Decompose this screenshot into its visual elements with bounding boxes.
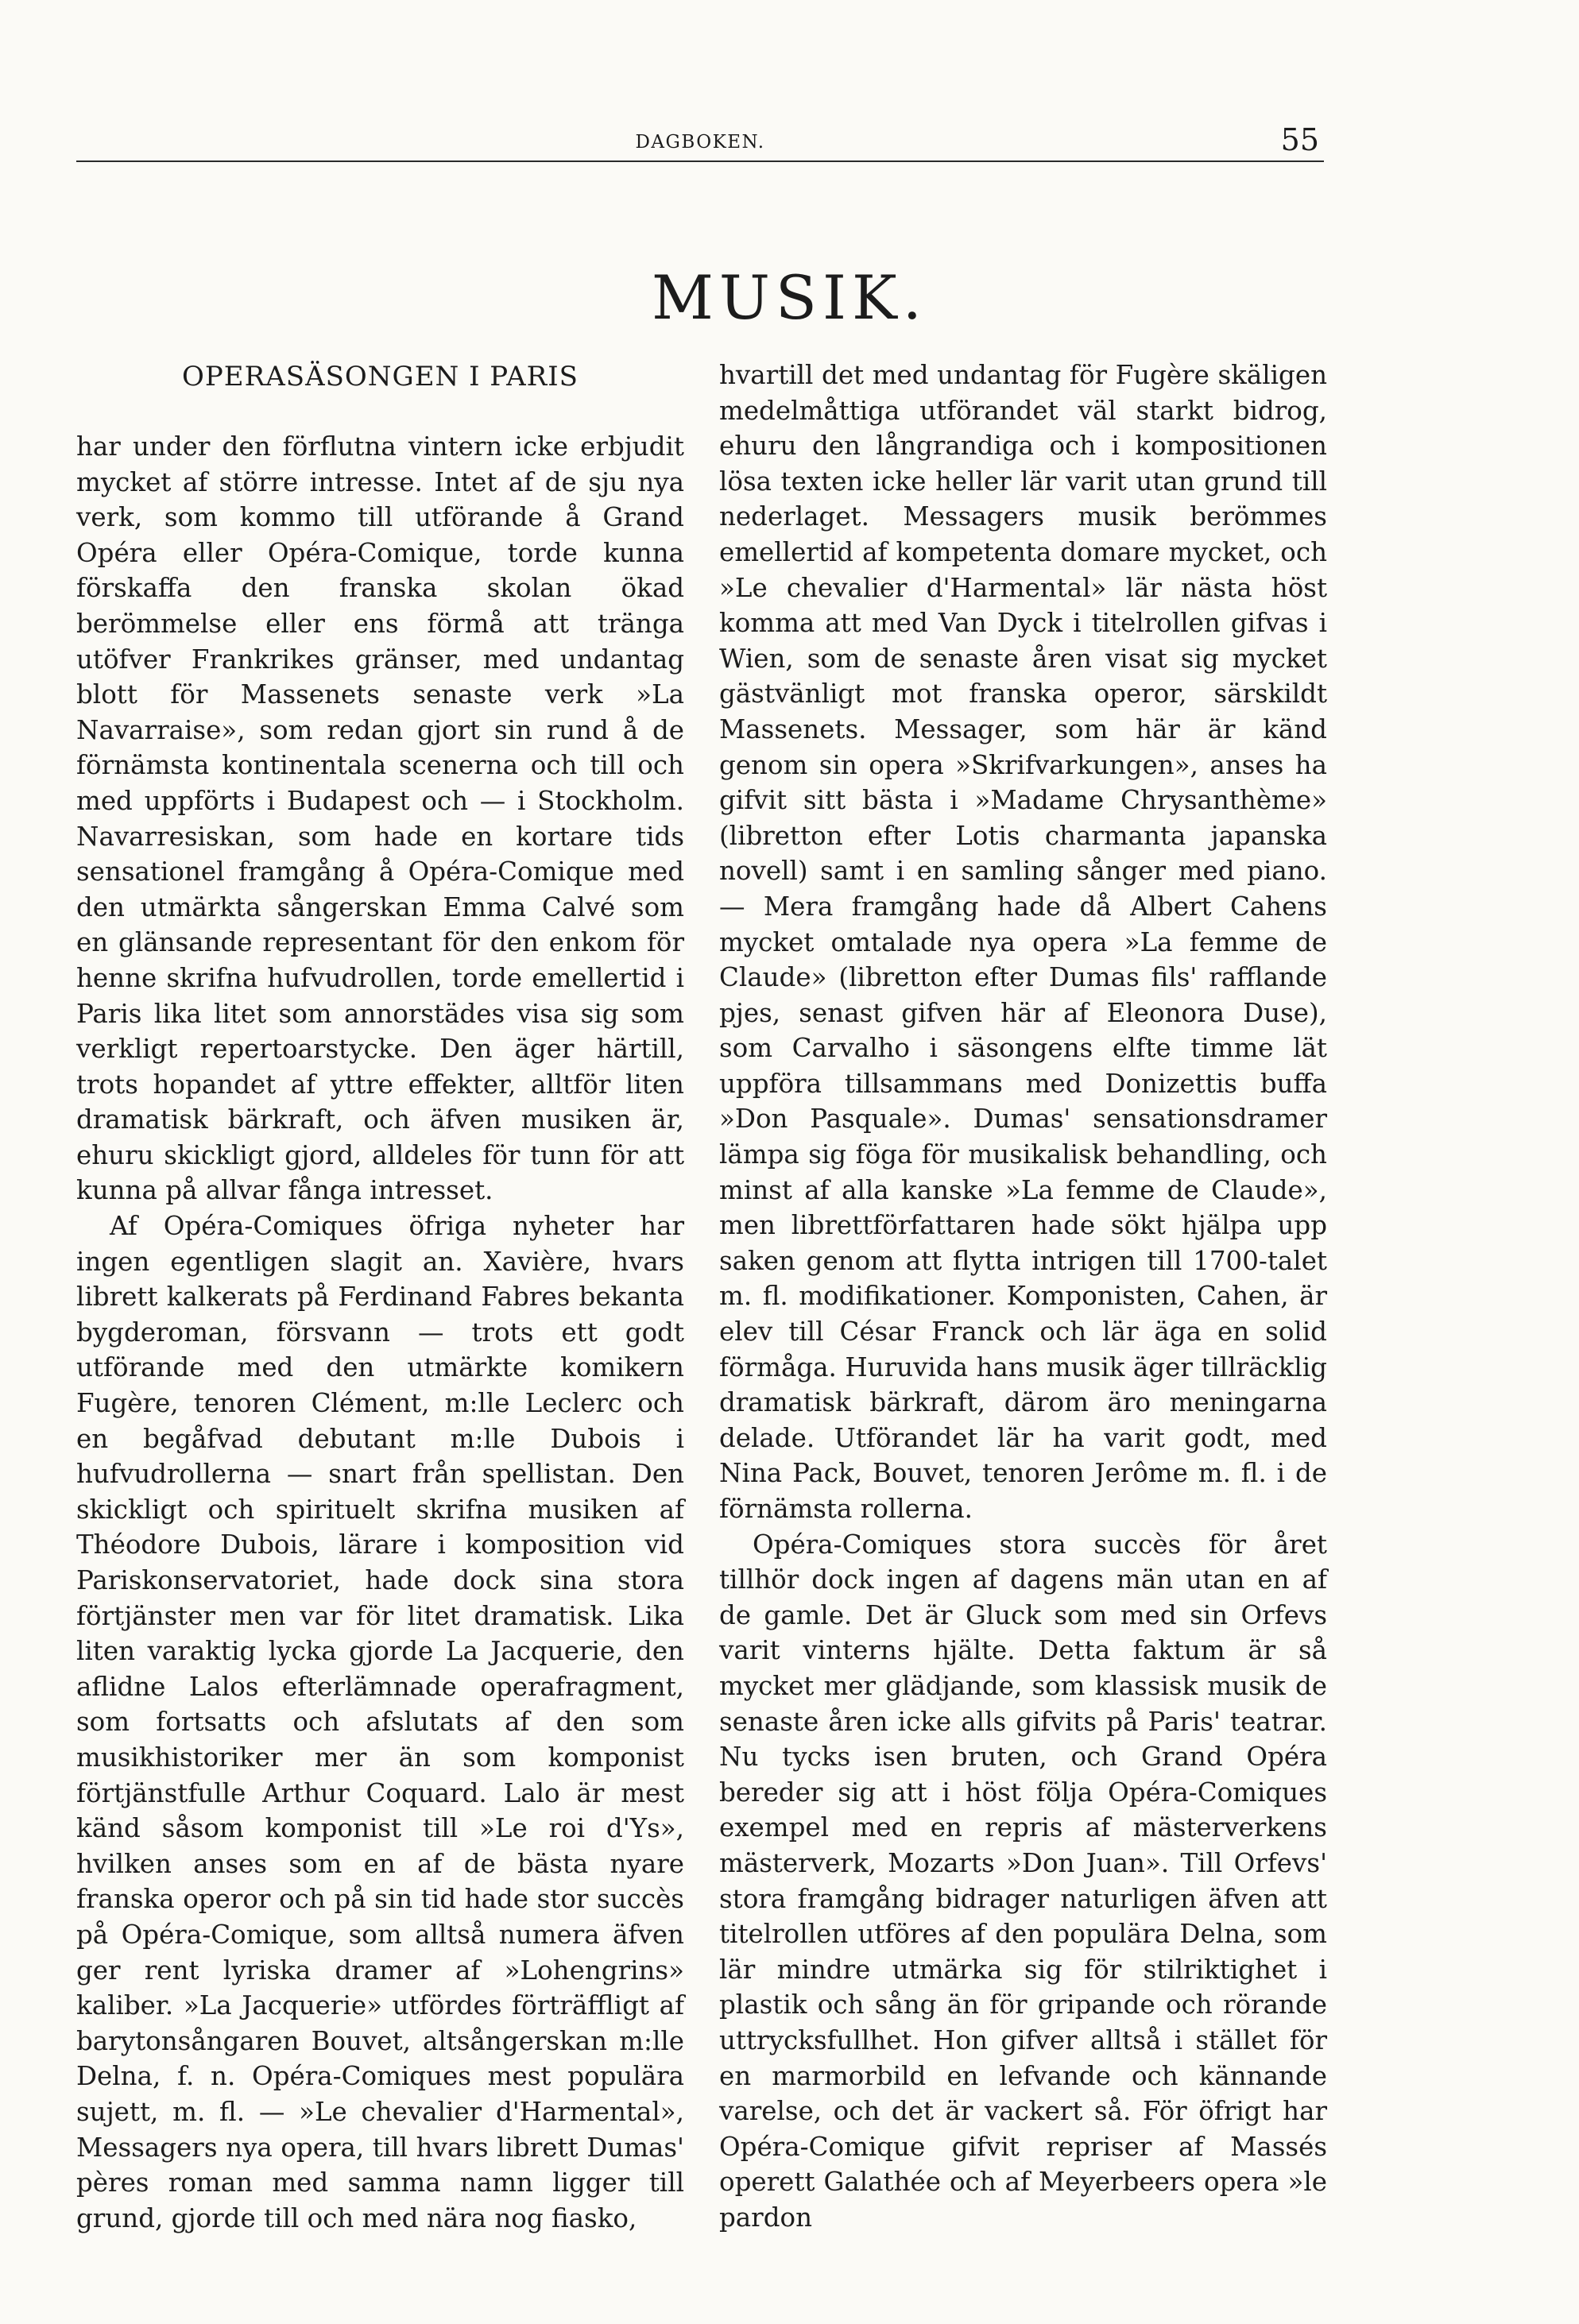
running-title: DAGBOKEN. [635,132,765,153]
section-title: MUSIK. [652,262,927,333]
page-number: 55 [1280,122,1319,157]
left-column [76,358,684,2233]
paragraph: har under den förflutna vintern icke erbjudit mycket af större intresse. Intet af de sju nya verk, som kommo till utförande å Grand Opéra eller Opéra-Comique, torde kunna förskaffa den franska skolan ökad berömmelse eller ens förmå att tränga utöfver Frankrikes gränser, med undantag blott för Massenets senaste verk »La Navarraise», som redan gjort sin rund å de förnämsta kontinentala scenerna och till och med uppförts i Budapest och — i Stockholm. Navarresiskan, som hade en kortare tids sensationel framgång å Opéra-Comique med den utmärkta sångerskan Emma Calvé som en glänsande representant för den enkom för henne skrifna hufvudrollen, torde emellertid i Paris lika litet som annorstädes visa sig som verkligt repertoarstycke. Den äger härtill, trots hopandet af yttre effekter, alltför liten dramatisk bärkraft, och äfven musiken är, ehuru skickligt gjord, alldeles för tunn för att kunna på allvar fånga intresset. [76,431,684,1206]
paragraph: Opéra-Comiques stora succès för året tillhör dock ingen af dagens män utan en af de gamle. Det är Gluck som med sin Orfevs varit vinterns hjälte. Detta faktum är så mycket mer glädjande, som klassisk musik de senaste åren icke alls gifvits på Paris' teatrar. Nu tycks isen bruten, och Grand Opéra bereder sig att i höst följa Opéra-Comiques exempel med en repris af mästerverkens mästerverk, Mozarts »Don Juan». Till Orfevs' stora framgång bidrager naturligen äfven att titelrollen utföres af den populära Delna, som lär mindre utmärka sig för stilriktighet i plastik och sång än för gripande och rörande uttrycksfullhet. Hon gifver alltså i stället för en marmorbild en lefvande och kännande varelse, och det är vackert så. För öfrigt har Opéra-Comique gifvit repriser af Massés operett Galathée och af Meyerbeers opera »le pardon [719,1529,1327,2233]
article-subheading: OPERASÄSONGEN I PARIS [182,361,579,392]
right-column [719,358,1327,2233]
paragraph: Af Opéra-Comiques öfriga nyheter har ingen egentligen slagit an. Xavière, hvars librett kalkerats på Ferdinand Fabres bekanta bygderoman, försvann — trots ett godt utförande med den utmärkte komikern Fugère, tenoren Clément, m:lle Leclerc och en begåfvad debutant m:lle Dubois i hufvudrollerna — snart från spellistan. Den skickligt och spirituelt skrifna musiken af Théodore Dubois, lärare i komposition vid Pariskonservatoriet, hade dock sina stora förtjänster men var för litet dramatisk. Lika liten varaktig lycka gjorde La Jacquerie, den aflidne Lalos efterlämnade operafragment, som fortsatts och afslutats af den som musikhistoriker mer än som komponist förtjänstfulle Arthur Coquard. Lalo är mest känd såsom komponist till »Le roi d'Ys», hvilken anses som en af de bästa nyare franska operor och på sin tid hade stor succès på Opéra-Comique, som alltså numera äfven ger rent lyriska dramer af »Lohengrins» kaliber. »La Jacquerie» utfördes förträffligt af barytonsångaren Bouvet, altsångerskan m:lle Delna, f. n. Opéra-Comiques mest populära sujett, m. fl. — »Le chevalier d'Harmental», Messagers nya opera, till hvars librett Dumas' pères roman med samma namn ligger till grund, gjorde till och med nära nog fiasko, [76,1211,684,2233]
paragraph: hvartill det med undantag för Fugère skäligen medelmåttiga utförandet väl starkt bidrog, ehuru den långrandiga och i kompositionen lösa texten icke heller lär varit utan grund till nederlaget. Messagers musik berömmes emellertid af kompetenta domare mycket, och »Le chevalier d'Harmental» lär nästa höst komma att med Van Dyck i titelrollen gifvas i Wien, som de senaste åren visat sig mycket gästvänligt mot franska operor, särskildt Massenets. Messager, som här är känd genom sin opera »Skrifvarkungen», anses ha gifvit sitt bästa i »Madame Chrysanthème» (libretton efter Lotis charmanta japanska novell) samt i en samling sånger med piano. — Mera framgång hade då Albert Cahens mycket omtalade nya opera »La femme de Claude» (libretton efter Dumas fils' rafflande pjes, senast gifven här af Eleonora Duse), som Carvalho i säsongens elfte timme lät uppföra tillsammans med Donizettis buffa »Don Pasquale». Dumas' sensationsdramer lämpa sig föga för musikalisk behandling, och minst af alla kanske »La femme de Claude», men librettförfattaren hade sökt hjälpa upp saken genom att flytta intrigen till 1700-talet m. fl. modifikationer. Komponisten, Cahen, är elev till César Franck och lär äga en solid förmåga. Huruvida hans musik äger tillräcklig dramatisk bärkraft, därom äro meningarna delade. Utförandet lär ha varit godt, med Nina Pack, Bouvet, tenoren Jerôme m. fl. i de förnämsta rollerna. [719,360,1327,1524]
running-header [76,122,1324,162]
